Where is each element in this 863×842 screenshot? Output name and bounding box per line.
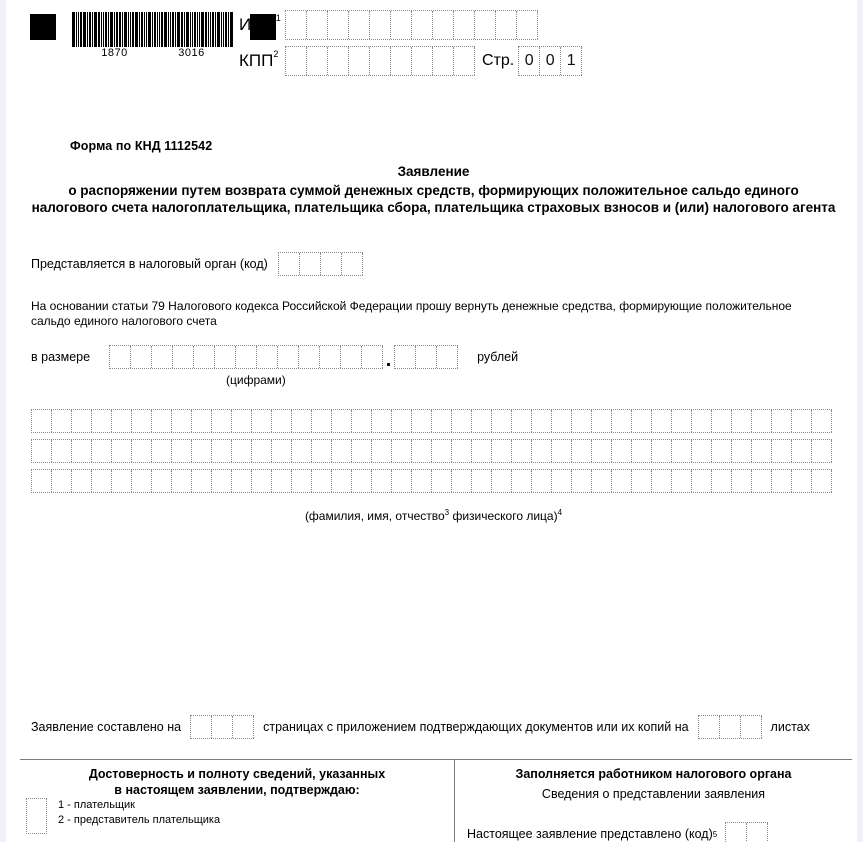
input-cell[interactable] xyxy=(692,440,712,462)
input-cell[interactable] xyxy=(592,470,612,492)
input-cell[interactable] xyxy=(392,470,412,492)
input-cell[interactable] xyxy=(320,346,341,368)
declaration-heading-line-2: в настоящем заявлении, подтверждаю: xyxy=(114,783,360,797)
input-cell[interactable] xyxy=(212,716,233,738)
input-cell[interactable] xyxy=(392,410,412,432)
input-cell[interactable] xyxy=(300,253,321,275)
basis-line-2: положительное сальдо единого налогового счета xyxy=(31,299,792,328)
tax-authority-row xyxy=(31,252,363,276)
input-cell[interactable] xyxy=(342,253,363,275)
title-line-3: единого налогового счета налогоплательщика, плательщика сбора, плательщика страховых xyxy=(31,183,799,215)
input-cell[interactable] xyxy=(292,470,312,492)
pages-count-row xyxy=(31,715,810,739)
input-cell[interactable] xyxy=(792,440,812,462)
input-cell[interactable] xyxy=(475,11,496,39)
input-cell[interactable] xyxy=(412,470,432,492)
amount-decimal-separator: . xyxy=(385,349,392,371)
name-caption-footnote-3: 3 xyxy=(444,508,450,517)
title-line-1: Заявление xyxy=(397,164,470,179)
input-cell[interactable] xyxy=(252,410,272,432)
input-cell[interactable] xyxy=(312,470,332,492)
input-cell[interactable] xyxy=(726,823,747,842)
input-cell[interactable] xyxy=(321,253,342,275)
currency-label: рублей xyxy=(477,350,519,364)
amount-row xyxy=(31,345,518,369)
attachment-sheets-input[interactable] xyxy=(698,715,762,739)
input-cell[interactable] xyxy=(372,470,392,492)
input-cell[interactable] xyxy=(672,470,692,492)
input-cell[interactable] xyxy=(552,440,572,462)
input-cell[interactable] xyxy=(572,470,592,492)
declaration-heading-line-1: Достоверность и полноту сведений, указанных xyxy=(88,767,386,781)
input-cell[interactable] xyxy=(712,410,732,432)
input-cell[interactable] xyxy=(152,346,173,368)
input-cell[interactable] xyxy=(391,11,412,39)
document-sheet xyxy=(6,0,857,842)
input-cell[interactable] xyxy=(512,410,532,432)
input-cell[interactable] xyxy=(812,440,832,462)
declarant-type-row xyxy=(26,798,220,834)
input-cell[interactable] xyxy=(432,440,452,462)
input-cell[interactable] xyxy=(332,470,352,492)
input-cell[interactable] xyxy=(252,440,272,462)
input-cell[interactable] xyxy=(152,410,172,432)
input-cell[interactable]: 0 xyxy=(519,47,540,75)
identification-block xyxy=(239,9,582,77)
input-cell[interactable] xyxy=(472,440,492,462)
input-cell[interactable] xyxy=(286,47,307,75)
input-cell[interactable] xyxy=(362,346,383,368)
inn-label: ИНН$^1$ xyxy=(239,13,281,34)
input-cell[interactable] xyxy=(699,716,720,738)
input-cell[interactable] xyxy=(772,440,792,462)
name-caption-part1: (фамилия, имя, отчество xyxy=(304,509,445,523)
input-cell[interactable] xyxy=(632,410,652,432)
input-cell[interactable] xyxy=(392,440,412,462)
page-title xyxy=(31,163,836,216)
input-cell[interactable] xyxy=(352,470,372,492)
input-cell[interactable] xyxy=(454,11,475,39)
input-cell[interactable] xyxy=(279,253,300,275)
input-cell[interactable] xyxy=(92,440,112,462)
input-cell[interactable] xyxy=(454,47,475,75)
input-cell[interactable] xyxy=(472,470,492,492)
input-cell[interactable] xyxy=(437,346,458,368)
input-cell[interactable] xyxy=(752,410,772,432)
input-cell[interactable]: 0 xyxy=(540,47,561,75)
pages-suffix-label: листах xyxy=(770,720,810,734)
input-cell[interactable] xyxy=(232,440,252,462)
taxpayer-name-grid[interactable] xyxy=(31,409,832,499)
input-cell[interactable] xyxy=(215,346,236,368)
kpp-input[interactable] xyxy=(285,46,475,76)
input-cell[interactable] xyxy=(592,410,612,432)
input-cell[interactable] xyxy=(412,47,433,75)
input-cell[interactable] xyxy=(433,11,454,39)
input-cell[interactable] xyxy=(52,410,72,432)
input-cell[interactable] xyxy=(712,470,732,492)
page-label: Стр. xyxy=(482,52,515,69)
input-cell[interactable] xyxy=(652,410,672,432)
tax-officer-subheading: Сведения о представлении заявления xyxy=(541,787,766,801)
input-cell[interactable] xyxy=(433,47,454,75)
input-cell[interactable] xyxy=(112,410,132,432)
name-grid-row[interactable] xyxy=(31,439,832,463)
input-cell[interactable] xyxy=(412,440,432,462)
input-cell[interactable] xyxy=(172,470,192,492)
input-cell[interactable] xyxy=(92,470,112,492)
input-cell[interactable] xyxy=(328,47,349,75)
input-cell[interactable] xyxy=(132,470,152,492)
input-cell[interactable] xyxy=(232,410,252,432)
input-cell[interactable] xyxy=(772,470,792,492)
alignment-square-left xyxy=(30,14,56,40)
input-cell[interactable] xyxy=(92,410,112,432)
input-cell[interactable] xyxy=(732,440,752,462)
input-cell[interactable] xyxy=(496,11,517,39)
input-cell[interactable] xyxy=(194,346,215,368)
name-caption-part2: физического лица) xyxy=(449,509,558,523)
input-cell[interactable] xyxy=(372,440,392,462)
inn-row xyxy=(239,9,582,41)
tax-officer-heading: Заполняется работником налогового органа xyxy=(515,767,792,781)
input-cell[interactable] xyxy=(272,440,292,462)
declarant-option-2: 2 - представитель плательщика xyxy=(58,814,221,826)
submission-code-label: Настоящее заявление представлено (код) xyxy=(467,827,713,841)
input-cell[interactable] xyxy=(747,823,768,842)
input-cell[interactable] xyxy=(452,410,472,432)
tax-authority-label: Представляется в налоговый орган (код) xyxy=(31,257,268,271)
input-cell[interactable] xyxy=(532,470,552,492)
input-cell[interactable] xyxy=(712,440,732,462)
input-cell[interactable] xyxy=(572,440,592,462)
tax-officer-cell xyxy=(454,760,852,842)
input-cell[interactable] xyxy=(372,410,392,432)
input-cell[interactable] xyxy=(341,346,362,368)
input-cell[interactable] xyxy=(416,346,437,368)
input-cell[interactable] xyxy=(286,11,307,39)
input-cell[interactable] xyxy=(652,440,672,462)
barcode xyxy=(72,12,234,59)
declaration-cell xyxy=(20,760,454,842)
input-cell[interactable] xyxy=(741,716,762,738)
input-cell[interactable] xyxy=(173,346,194,368)
input-cell[interactable] xyxy=(792,410,812,432)
input-cell[interactable] xyxy=(233,716,254,738)
signature-table xyxy=(20,759,852,842)
submission-code-row xyxy=(467,822,768,842)
input-cell[interactable] xyxy=(772,410,792,432)
input-cell[interactable] xyxy=(632,470,652,492)
page-number-input[interactable] xyxy=(518,46,582,76)
input-cell[interactable] xyxy=(212,440,232,462)
name-grid-row[interactable] xyxy=(31,409,832,433)
input-cell[interactable] xyxy=(512,440,532,462)
input-cell[interactable] xyxy=(349,11,370,39)
input-cell[interactable] xyxy=(307,47,328,75)
pages-count-input[interactable] xyxy=(190,715,254,739)
input-cell[interactable] xyxy=(532,440,552,462)
input-cell[interactable] xyxy=(572,410,592,432)
input-cell[interactable] xyxy=(32,410,52,432)
pages-prefix-label: Заявление составлено на xyxy=(31,720,182,734)
title-line-4: взносов и (или) налогового агента xyxy=(603,200,836,215)
input-cell[interactable] xyxy=(812,470,832,492)
input-cell[interactable] xyxy=(72,470,92,492)
input-cell[interactable] xyxy=(172,410,192,432)
input-cell[interactable] xyxy=(517,11,538,39)
input-cell[interactable] xyxy=(532,410,552,432)
declarant-option-1: 1 - плательщик xyxy=(58,799,135,811)
input-cell[interactable] xyxy=(191,716,212,738)
input-cell[interactable] xyxy=(152,470,172,492)
input-cell[interactable] xyxy=(472,410,492,432)
input-cell[interactable] xyxy=(232,470,252,492)
submission-code-input[interactable] xyxy=(725,822,768,842)
input-cell[interactable] xyxy=(395,346,416,368)
input-cell[interactable] xyxy=(72,410,92,432)
input-cell[interactable] xyxy=(212,470,232,492)
input-cell[interactable] xyxy=(370,11,391,39)
form-number: Форма по КНД 1112542 xyxy=(70,139,213,153)
input-cell[interactable] xyxy=(432,410,452,432)
input-cell[interactable] xyxy=(732,470,752,492)
input-cell[interactable] xyxy=(512,470,532,492)
input-cell[interactable] xyxy=(370,47,391,75)
input-cell[interactable] xyxy=(672,410,692,432)
input-cell[interactable] xyxy=(432,470,452,492)
input-cell[interactable] xyxy=(236,346,257,368)
input-cell[interactable] xyxy=(52,470,72,492)
input-cell[interactable] xyxy=(32,470,52,492)
barcode-digits-left: 1870 xyxy=(98,47,130,59)
input-cell[interactable] xyxy=(349,47,370,75)
input-cell[interactable] xyxy=(152,440,172,462)
input-cell[interactable] xyxy=(299,346,320,368)
document-header xyxy=(6,0,857,100)
input-cell[interactable] xyxy=(272,410,292,432)
input-cell[interactable] xyxy=(752,470,772,492)
input-cell[interactable] xyxy=(612,410,632,432)
declarant-type-options xyxy=(58,798,220,828)
input-cell[interactable] xyxy=(792,470,812,492)
input-cell[interactable] xyxy=(412,11,433,39)
input-cell[interactable] xyxy=(172,440,192,462)
kpp-footnote-marker: 2 xyxy=(273,49,279,60)
input-cell[interactable] xyxy=(292,440,312,462)
barcode-digits xyxy=(72,47,234,59)
input-cell[interactable] xyxy=(257,346,278,368)
declarant-type-input[interactable] xyxy=(26,798,47,834)
input-cell[interactable] xyxy=(212,410,232,432)
input-cell[interactable] xyxy=(552,410,572,432)
input-cell[interactable] xyxy=(672,440,692,462)
pages-middle-label: страницах с приложением подтверждающих документов или их копий на xyxy=(263,720,689,734)
input-cell[interactable] xyxy=(192,470,212,492)
input-cell[interactable] xyxy=(492,470,512,492)
input-cell[interactable] xyxy=(612,470,632,492)
input-cell[interactable] xyxy=(132,410,152,432)
input-cell[interactable] xyxy=(752,440,772,462)
basis-line-1: На основании статьи 79 Налогового кодекса Российской Федерации прошу вернуть денежные средства, формирующие xyxy=(31,299,703,313)
amount-integer-input[interactable] xyxy=(109,345,383,369)
input-cell[interactable] xyxy=(692,470,712,492)
input-cell[interactable] xyxy=(52,440,72,462)
input-cell[interactable] xyxy=(110,346,131,368)
input-cell[interactable] xyxy=(592,440,612,462)
input-cell[interactable] xyxy=(812,410,832,432)
input-cell[interactable] xyxy=(552,470,572,492)
input-cell[interactable] xyxy=(278,346,299,368)
barcode-digits-right: 3016 xyxy=(175,47,207,59)
input-cell[interactable] xyxy=(632,440,652,462)
input-cell[interactable] xyxy=(32,440,52,462)
input-cell[interactable] xyxy=(132,440,152,462)
input-cell[interactable] xyxy=(252,470,272,492)
declaration-heading xyxy=(20,760,454,798)
input-cell[interactable] xyxy=(192,410,212,432)
input-cell[interactable] xyxy=(292,410,312,432)
submission-code-footnote: 5 xyxy=(712,829,718,839)
input-cell[interactable] xyxy=(307,11,328,39)
input-cell[interactable] xyxy=(72,440,92,462)
input-cell[interactable] xyxy=(732,410,752,432)
inn-input[interactable] xyxy=(285,10,538,40)
tax-authority-code-input[interactable] xyxy=(278,252,363,276)
input-cell[interactable] xyxy=(312,440,332,462)
input-cell[interactable] xyxy=(692,410,712,432)
input-cell[interactable] xyxy=(391,47,412,75)
input-cell[interactable] xyxy=(272,470,292,492)
input-cell[interactable] xyxy=(332,440,352,462)
input-cell[interactable] xyxy=(312,410,332,432)
name-caption-footnote-4: 4 xyxy=(557,508,563,517)
name-grid-caption xyxy=(31,508,836,523)
kpp-label: КПП$^2$ xyxy=(239,49,279,70)
input-cell[interactable] xyxy=(452,470,472,492)
amount-label: в размере xyxy=(31,350,91,364)
input-cell[interactable] xyxy=(112,470,132,492)
input-cell[interactable] xyxy=(612,440,632,462)
input-cell[interactable] xyxy=(352,410,372,432)
input-cell[interactable]: 1 xyxy=(561,47,582,75)
input-cell[interactable] xyxy=(332,410,352,432)
name-grid-row[interactable] xyxy=(31,469,832,493)
input-cell[interactable] xyxy=(492,410,512,432)
input-cell[interactable] xyxy=(652,470,672,492)
kpp-row xyxy=(239,45,582,77)
amount-fraction-input[interactable] xyxy=(394,345,458,369)
title-line-2: о распоряжении путем возврата суммой денежных средств, формирующих положительное сальдо xyxy=(68,183,741,198)
input-cell[interactable] xyxy=(352,440,372,462)
amount-caption: (цифрами) xyxy=(226,373,286,387)
input-cell[interactable] xyxy=(492,440,512,462)
input-cell[interactable] xyxy=(452,440,472,462)
input-cell[interactable] xyxy=(131,346,152,368)
inn-footnote-marker: 1 xyxy=(275,13,281,24)
input-cell[interactable] xyxy=(192,440,212,462)
input-cell[interactable] xyxy=(412,410,432,432)
input-cell[interactable] xyxy=(328,11,349,39)
input-cell[interactable] xyxy=(112,440,132,462)
input-cell[interactable] xyxy=(720,716,741,738)
basis-paragraph xyxy=(31,299,821,329)
